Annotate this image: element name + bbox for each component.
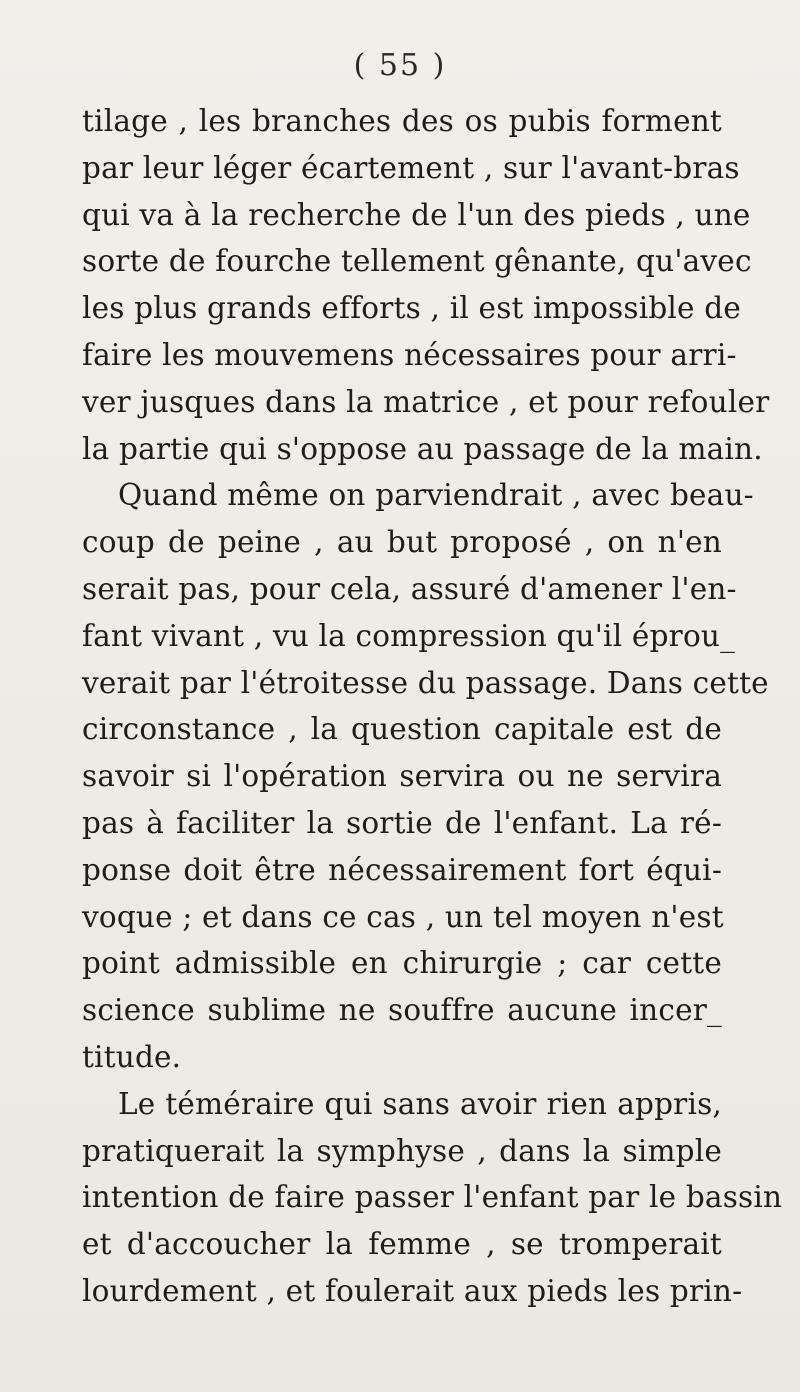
body-text — [82, 98, 783, 1315]
text-line: serait pas, pour cela, assuré d'amener l'en- — [82, 571, 737, 606]
text-line: Quand même on parviendrait , avec beau- — [118, 478, 754, 513]
text-line: la partie qui s'oppose au passage de la main. — [82, 431, 763, 466]
text-line: par leur léger écartement , sur l'avant-bras — [82, 150, 740, 185]
page-number: ( 55 ) — [353, 48, 447, 83]
text-line: titude. — [82, 1039, 182, 1074]
text-line: coup de peine , au but proposé , on n'en — [82, 525, 722, 560]
text-line: science sublime ne souffre aucune incer_ — [82, 993, 722, 1028]
text-line: pratiquerait la symphyse , dans la simple — [82, 1133, 722, 1168]
text-line: les plus grands efforts , il est impossible de — [82, 291, 742, 326]
text-line: ponse doit être nécessairement fort équi- — [82, 852, 722, 887]
text-line: qui va à la recherche de l'un des pieds , une — [82, 197, 751, 232]
text-line: fant vivant , vu la compression qu'il éprou_ — [82, 618, 736, 653]
text-line: pas à faciliter la sortie de l'enfant. La ré- — [82, 805, 722, 840]
text-line: savoir si l'opération servira ou ne servira — [82, 759, 722, 794]
text-line: circonstance , la question capitale est de — [82, 712, 722, 747]
text-line: et d'accoucher la femme , se tromperait — [82, 1227, 722, 1262]
text-line: ver jusques dans la matrice , et pour refouler — [82, 384, 770, 419]
text-line: tilage , les branches des os pubis forment — [82, 104, 722, 138]
text-line: sorte de fourche tellement gênante, qu'avec — [82, 244, 752, 279]
text-line: voque ; et dans ce cas , un tel moyen n'est — [82, 899, 724, 934]
text-line: verait par l'étroitesse du passage. Dans cette — [82, 665, 769, 700]
text-line: lourdement , et foulerait aux pieds les prin- — [82, 1273, 743, 1308]
text-line: intention de faire passer l'enfant par le bassin — [82, 1180, 783, 1215]
text-line: point admissible en chirurgie ; car cette — [82, 946, 722, 981]
text-line: faire les mouvemens nécessaires pour arri- — [82, 337, 737, 372]
text-line: Le téméraire qui sans avoir rien appris, — [118, 1086, 722, 1121]
